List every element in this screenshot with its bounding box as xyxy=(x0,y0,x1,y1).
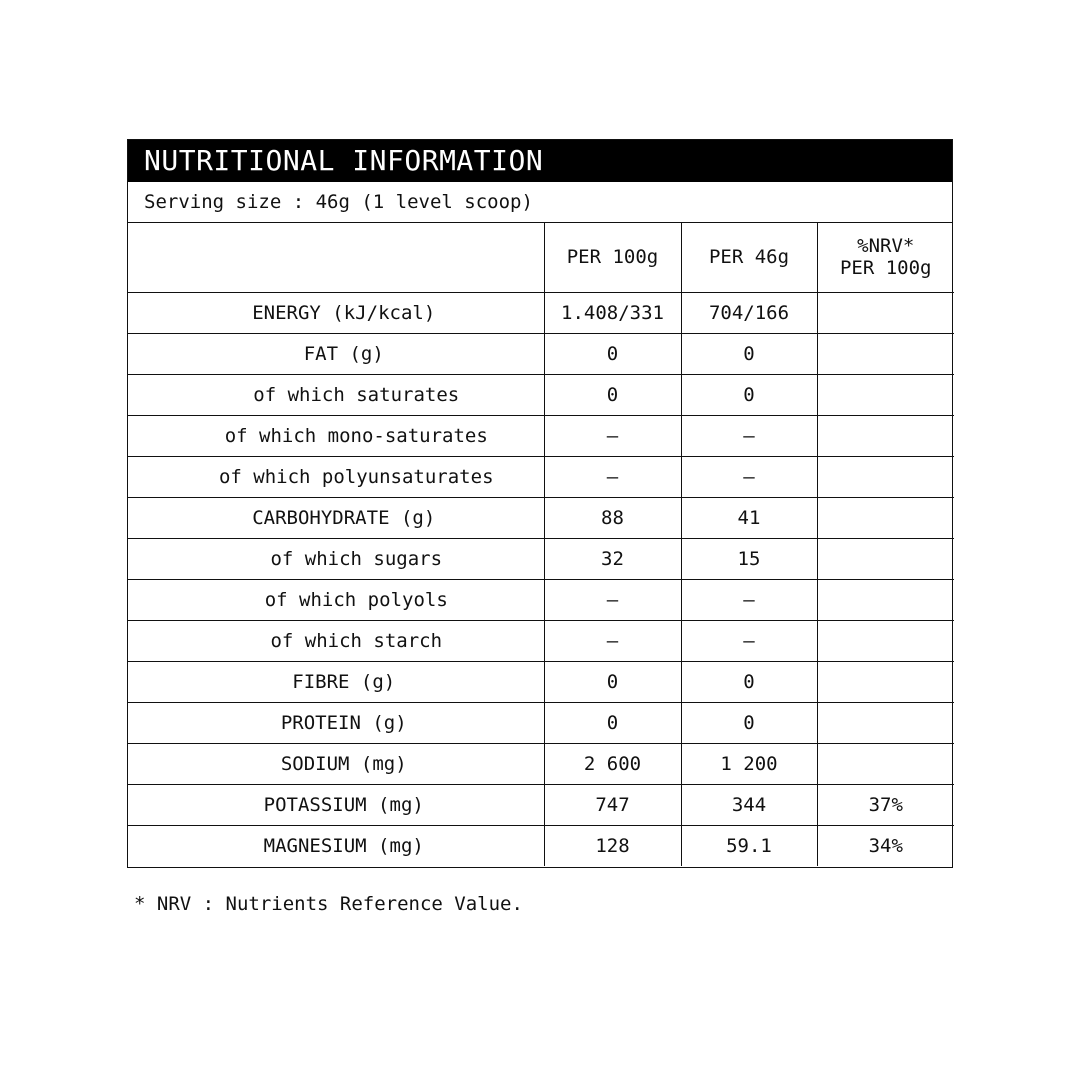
table-row xyxy=(128,538,954,579)
value-per-serving: 41 xyxy=(681,497,817,538)
value-per-100g: – xyxy=(544,456,681,497)
value-per-serving: – xyxy=(681,415,817,456)
value-per-serving: 0 xyxy=(681,374,817,415)
serving-size: Serving size : 46g (1 level scoop) xyxy=(128,182,952,223)
value-per-serving: 1 200 xyxy=(681,743,817,784)
table-row xyxy=(128,702,954,743)
table-row xyxy=(128,374,954,415)
value-per-100g: – xyxy=(544,415,681,456)
value-per-serving: – xyxy=(681,620,817,661)
value-per-100g: 128 xyxy=(544,825,681,866)
nutrient-name: FAT (g) xyxy=(128,333,544,374)
nutrient-name: CARBOHYDRATE (g) xyxy=(128,497,544,538)
value-per-100g: 0 xyxy=(544,661,681,702)
value-nrv: 34% xyxy=(868,834,903,857)
header-per-100g: PER 100g xyxy=(544,223,681,292)
value-per-100g: 2 600 xyxy=(544,743,681,784)
table-row xyxy=(128,620,954,661)
header-nrv xyxy=(817,223,954,292)
value-per-100g: 0 xyxy=(544,702,681,743)
table-row xyxy=(128,497,954,538)
nutrient-name: of which sugars xyxy=(128,538,544,579)
value-nrv xyxy=(817,374,954,415)
value-per-100g: 1.408/331 xyxy=(544,292,681,333)
value-per-100g: 32 xyxy=(544,538,681,579)
value-per-serving: – xyxy=(681,456,817,497)
header-per-serving: PER 46g xyxy=(681,223,817,292)
nutrition-table xyxy=(128,223,954,866)
value-nrv xyxy=(817,292,954,333)
table-row xyxy=(128,661,954,702)
nutrient-name: SODIUM (mg) xyxy=(128,743,544,784)
value-nrv xyxy=(817,333,954,374)
value-per-serving: 15 xyxy=(681,538,817,579)
value-per-100g: 0 xyxy=(544,333,681,374)
nutrient-name: PROTEIN (g) xyxy=(128,702,544,743)
nutrient-name: POTASSIUM (mg) xyxy=(128,784,544,825)
value-nrv xyxy=(817,456,954,497)
table-row xyxy=(128,825,954,866)
value-nrv xyxy=(817,497,954,538)
value-per-serving: 59.1 xyxy=(681,825,817,866)
value-per-serving: – xyxy=(681,579,817,620)
nutrient-name: of which polyunsaturates xyxy=(128,456,544,497)
value-per-100g: – xyxy=(544,579,681,620)
nutrient-name: of which mono-saturates xyxy=(128,415,544,456)
value-nrv xyxy=(817,743,954,784)
value-nrv xyxy=(817,620,954,661)
panel-title: NUTRITIONAL INFORMATION xyxy=(128,140,952,182)
value-per-100g: 747 xyxy=(544,784,681,825)
value-per-serving: 0 xyxy=(681,661,817,702)
value-nrv xyxy=(817,415,954,456)
value-nrv xyxy=(817,661,954,702)
nutrition-panel xyxy=(127,139,953,868)
table-row xyxy=(128,415,954,456)
value-nrv xyxy=(817,538,954,579)
nutrient-name: of which saturates xyxy=(128,374,544,415)
value-per-serving: 704/166 xyxy=(681,292,817,333)
value-nrv xyxy=(817,702,954,743)
value-nrv: 37% xyxy=(817,784,954,825)
table-header-row xyxy=(128,223,954,292)
table-row xyxy=(128,292,954,333)
value-per-serving: 344 xyxy=(681,784,817,825)
value-per-serving: 0 xyxy=(681,333,817,374)
header-nrv-line2: PER 100g xyxy=(839,257,932,280)
table-row xyxy=(128,579,954,620)
value-per-100g: – xyxy=(544,620,681,661)
nutrient-name: of which starch xyxy=(128,620,544,661)
nrv-footnote: * NRV : Nutrients Reference Value. xyxy=(134,893,523,915)
value-per-100g: 88 xyxy=(544,497,681,538)
value-nrv xyxy=(817,579,954,620)
table-row xyxy=(128,743,954,784)
nutrient-name: MAGNESIUM (mg) xyxy=(128,825,544,866)
value-per-100g: 0 xyxy=(544,374,681,415)
nutrient-name: ENERGY (kJ/kcal) xyxy=(128,292,544,333)
table-row xyxy=(128,333,954,374)
header-blank-cell xyxy=(128,223,544,292)
nutrient-name: FIBRE (g) xyxy=(128,661,544,702)
table-row xyxy=(128,784,954,825)
nutrient-name: of which polyols xyxy=(128,579,544,620)
header-nrv-line1: %NRV* xyxy=(857,235,915,258)
table-row xyxy=(128,456,954,497)
value-per-serving: 0 xyxy=(681,702,817,743)
